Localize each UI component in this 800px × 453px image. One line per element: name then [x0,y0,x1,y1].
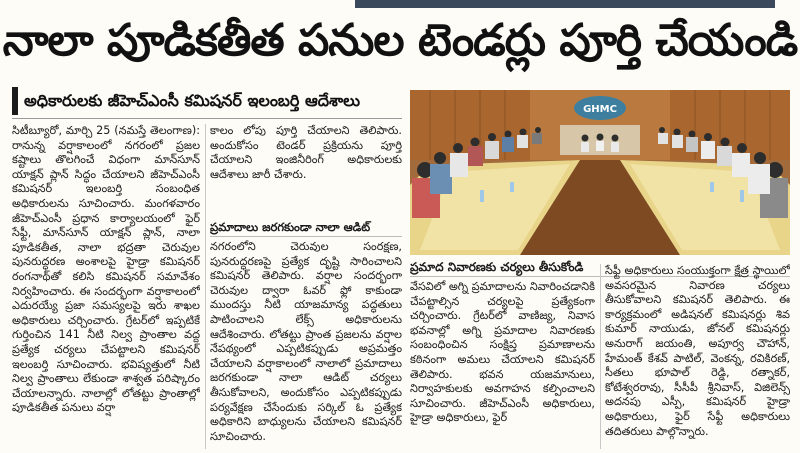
article-column-2 [210,124,402,216]
conference-room-illustration [410,90,790,255]
column-divider [205,124,206,449]
article-text: సిటీబ్యూరో, మార్చి 25 (నమస్తే తెలంగాణ): రానున్న వర్షాకాలంలో నగరంలో ప్రజల కష్టాలు తొలగించే విధంగా మాన్‌సూన్ యాక్షన్ ప్లాన్ సిద్ధం చేయాలని జీహెచ్ఎంసీ కమిషనర్ ఇలంబర్తి సంబంధిత అధికారులను సూచించారు. మంగళవారం జీహెచ్ఎంసీ ప్రధాన కార్యాలయంలో ఫైర్ సేఫ్టీ, మాన్‌సూన్ యాక్షన్ ప్లాన్, నాలా పూడికతీత, నాలా భద్రతా చెరువుల పునరుద్ధరణ అంశాలపై హైడ్రా కమిషనర్ రంగనాథ్‌తో కలిసి కమిషనర్ సమావేశం నిర్వహించారు. ఈ సందర్భంగా వర్షాకాలంలో ఎదురయ్యే ప్రజా సమస్యలపై ఇరు శాఖల అధికారులు చర్చించారు. గ్రేటర్‌లో ఇప్పటికే గుర్తించిన 141 నీటి నిల్వ ప్రాంతాల వద్ద ప్రత్యేక చర్యలు చేపట్టాలని కమిషనర్ ఇలంబర్తి సూచించారు. భవిష్యత్తులో నీటి నిల్వ ప్రాంతాలు లేకుండా శాశ్వత పరిష్కారం చేయాలన్నారు. నాలాల్లో లోతట్టు ప్రాంతాల్లో పూడికతీత పనులు వర్షా [12,124,200,415]
article-column-3 [210,240,402,449]
meeting-photo [410,90,790,255]
article-text: నగరంలోని చెరువుల సంరక్షణ, పునరుద్ధరణపై ప్రత్యేక దృష్టి సారించాలని కమిషనర్ తెలిపారు. వర్షాల సందర్భంగా చెరువుల ద్వారా ఓవర్ ఫ్లో కాకుండా ముందస్తు నీటి యాజమాన్య పద్ధతులు పాటించాలని లేక్స్ అధికారులను ఆదేశించారు. లోతట్టు ప్రాంత ప్రజలను వర్షాల నేపథ్యంలో ఎప్పటికప్పుడు అప్రమత్తం చేయాలని వర్షాకాలంలో నాలాలో ప్రమాదాలు జరగకుండా నాలా ఆడిట్ చర్యలు తీసుకోవాలని, అందుకోసం ఎప్పటికప్పుడు పర్యవేక్షణ చేసేందుకు సర్కిల్ ఓ ప్రత్యేక అధికారిని బాధ్యులను చేయాలని కమిషనర్ సూచించారు. [210,240,402,443]
article-text: వేసవిలో అగ్ని ప్రమాదాలను నివారించడానికి చేపట్టాల్సిన చర్యలపై ప్రత్యేకంగా చర్చించారు. గ్రేటర్‌లో వాణిజ్య, నివాస భవనాల్లో అగ్ని ప్రమాదాల నివారణకు సంబంధించిన సంక్షిప్త ప్రమాణాలను కఠినంగా అమలు చేయాలని కమిషనర్ తెలిపారు. భవన యజమానులు, నిర్వాహకులకు అవగాహన కల్పించాలని సూచించారు. జీహెచ్ఎంసీ అధికారులు, హైడ్రా అధికారులు, ఫైర్ [410,280,595,425]
section-heading: ప్రమాదాలు జరగకుండా నాలా ఆడిట్ [210,218,402,237]
column-divider [600,264,601,449]
subheadline-rule [12,118,402,119]
article-column-1 [12,124,200,449]
masthead-bar [355,0,775,8]
article-text: కాలం లోపు పూర్తి చేయాలని తెలిపారు. అందుకోసం టెండర్ ప్రక్రియను పూర్తి చేయాలని ఇంజినీరింగ్ అధికారులకు ఆదేశాలు జారీ చేశారు. [210,124,402,181]
headline: నాలా పూడికతీత పనుల టెండర్లు పూర్తి చేయండి [2,15,798,66]
photo-caption: ప్రమాద నివారణకు చర్యలు తీసుకోండి [410,258,790,277]
subheadline: అధికారులకు జీహెచ్ఎంసీ కమిషనర్ ఇలంబర్తి ఆదేశాలు [12,87,402,115]
article-column-5 [605,264,790,449]
article-text: సేఫ్టీ అధికారులు సంయుక్తంగా క్షేత్ర స్థాయిలో అవసరమైన నివారణ చర్యలు తీసుకోవాలని కమిషనర్ తెలిపారు. ఈ కార్యక్రమంలో అడిషనల్ కమిషనర్లు శివ కుమార్ నాయుడు, జోనల్ కమిషనర్లు అనురాగ్ జయంతి, అపూర్వ చౌహాన్, హేమంత్ కేశవ్ పాటిల్, వెంకన్న, రవికిరణ్, సీతలు భూపాల్ రెడ్డి, రత్నాకర్, కోటేశ్వరరావు, సీసీపీ శ్రీనివాస్, విజిలెన్స్ అదనపు ఎస్పీ, కమిషనర్ హైడ్రా అధికారులు, ఫైర్ సేఫ్టీ అధికారులు తదితరులు పాల్గొన్నారు. [605,264,790,438]
article-column-4 [410,280,595,449]
photo-sign-text: GHMC [583,104,617,115]
